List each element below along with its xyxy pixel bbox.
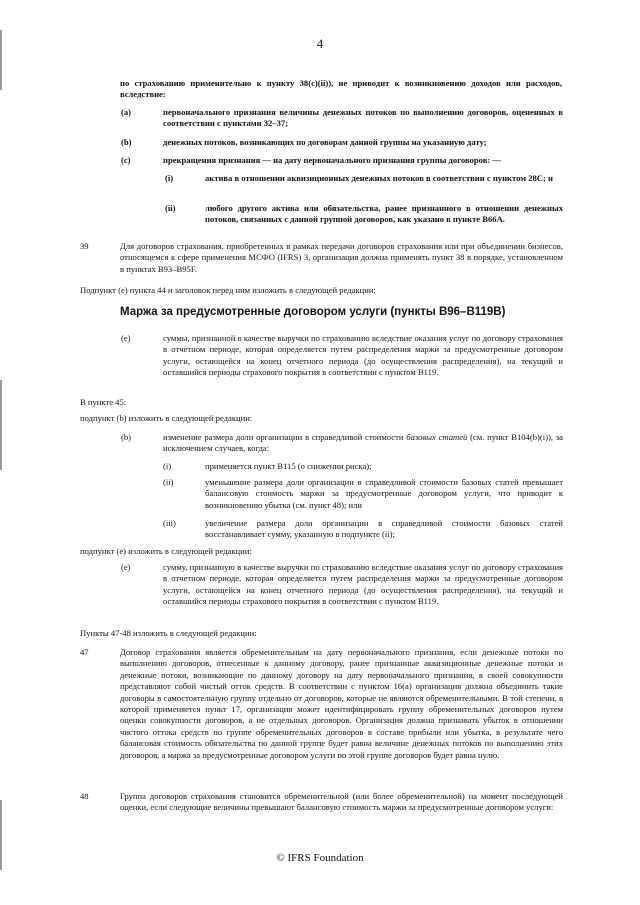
- list-c-text: прекращения признания — на дату первоначального признания группы договоров: —: [163, 155, 501, 165]
- list-b-text: денежных потоков, возникающих по договорам данной группы на указанную дату;: [163, 137, 487, 147]
- list-a-label: (a): [121, 107, 132, 117]
- list-c-i-text: актива в отношении аквизиционных денежных потоков в соответствии с пунктом 28С; и: [205, 173, 553, 183]
- para-48-number: 48: [80, 791, 89, 801]
- para-48-text: Группа договоров страхования становится обременительной (или более обременительной) на момент последующей оценки, если следующие величины превышают балансовую стоимость маржи за предусмотренные договором услуги:: [120, 791, 563, 813]
- instruction-subpara-b: подпункт (b) изложить в следующей редакции:: [80, 413, 253, 423]
- instruction-para-45: В пункте 45:: [80, 397, 127, 407]
- list-c-ii-text: любого другого актива или обязательства, ранее признанного в отношении денежных потоков, связанных с данной группой договоров, как указано в пункте B66A.: [205, 203, 563, 225]
- scan-edge-middle: [0, 380, 2, 470]
- para-45b-defined-term: базовых статей: [406, 432, 468, 442]
- para-47-number: 47: [80, 647, 89, 657]
- para-39-number: 39: [80, 241, 89, 251]
- list-c-ii-label: (ii): [165, 203, 176, 213]
- list-c-label: (c): [121, 155, 131, 165]
- para-45b-i-text: применяется пункт B115 (о снижении риска);: [205, 461, 372, 471]
- para-44e-text: суммы, признанной в качестве выручки по страхованию вследствие оказания услуг по договору страхования в отчетном периоде, которая определяется путем распределения маржи за предусмотренные договором услуги, остающейся на конец отчетного периода (до осуществления распределения), на текущий и оставшийся периоды страхового покрытия в соответствии с пунктом B119.: [163, 333, 563, 378]
- instruction-subpara-e: подпункт (e) изложить в следующей редакции:: [80, 546, 252, 556]
- para-45e-text: сумму, признанную в качестве выручки по страхованию вследствие оказания услуг по договору страхования в отчетном периоде, которая определяется путем распределения маржи за предусмотренные договором услуги, остающейся на конец отчетного периода (до осуществления распределения), на текущий и оставшийся периоды страхового покрытия в соответствии с пунктом B119.: [163, 562, 563, 607]
- section-heading: Маржа за предусмотренные договором услуги (пункты B96–B119B): [120, 306, 506, 318]
- para-45b-text: [163, 432, 563, 455]
- para-39-text: Для договоров страхования, приобретенных в рамках передачи договоров страхования или при объединении бизнесов, относящемся к сфере применения МСФО (IFRS) 3, организация должна применять пункт 38 в порядке, установленном в пунктах B93–B95F.: [120, 241, 563, 274]
- intro-bold-text: по страхованию применительно к пункту 38(c)(ii)), не приводит к возникновению доходов или расходов, вследствие:: [120, 78, 562, 100]
- para-44e-label: (e): [121, 333, 131, 343]
- para-47-text: Договор страхования является обременительным на дату первоначального признания, если денежные потоки по выполнению договоров, отнесенные к данному договору, ранее признанные аквизиционные денежные потоки и денежные потоки, возникающие по данному договору на дату первоначального признания, в своей совокупности представляют собой чистый отток средств. В соответствии с пунктом 16(a) организация должна объединить такие договоры в самостоятельную группу отдельно от договоров, которые не являются обременительными. В той степени, в которой применяется пункт 17, организация может идентифицировать группу обременительных договоров путем оценки совокупности договоров, а не отдельных договоров. Организация должна признавать убыток в отношении чистого оттока средств по группе обременительных договоров в составе прибыли или убытка, в результате чего балансовая стоимость обязательства по данной группе будет равна величине денежных потоков по выполнению этих договоров, а маржа за предусмотренные договором услуги по этой группе договоров будет равна нулю.: [120, 647, 563, 760]
- para-45b-text-pre: изменение размера доли организации в справедливой стоимости: [163, 432, 407, 442]
- para-45b-ii-label: (ii): [163, 477, 174, 487]
- para-45b-iii-text: увеличение размера доли организации в справедливой стоимости базовых статей восстанавливает сумму, указанную в подпункте (ii);: [205, 518, 563, 540]
- list-a-text: первоначального признания величины денежных потоков по выполнению договоров, оцененных в соответствии с пунктами 32–37;: [163, 107, 563, 129]
- footer-copyright: © IFRS Foundation: [276, 852, 364, 864]
- para-45e-label: (e): [121, 562, 131, 572]
- para-45b-i-label: (i): [163, 461, 172, 471]
- para-45b-iii-label: (iii): [163, 518, 176, 528]
- instruction-para-47-48: Пункты 47-48 изложить в следующей редакции:: [80, 628, 257, 638]
- para-45b-ii-text: уменьшение размера доли организации в справедливой стоимости базовых статей превышает балансовую стоимость маржи за предусмотренные договором услуги, что приводит к возникновению убытка (см. пункт 48); или: [205, 477, 563, 510]
- instruction-para-44: Подпункт (e) пункта 44 и заголовок перед ним изложить в следующей редакции:: [80, 285, 376, 295]
- para-45b-text-post: (см. пункт B104(b)(i)), за исключением случаев, когда:: [163, 432, 563, 454]
- page-number: 4: [316, 36, 324, 51]
- list-b-label: (b): [121, 137, 132, 147]
- list-c-i-label: (i): [165, 173, 174, 183]
- para-45b-label: (b): [121, 432, 132, 442]
